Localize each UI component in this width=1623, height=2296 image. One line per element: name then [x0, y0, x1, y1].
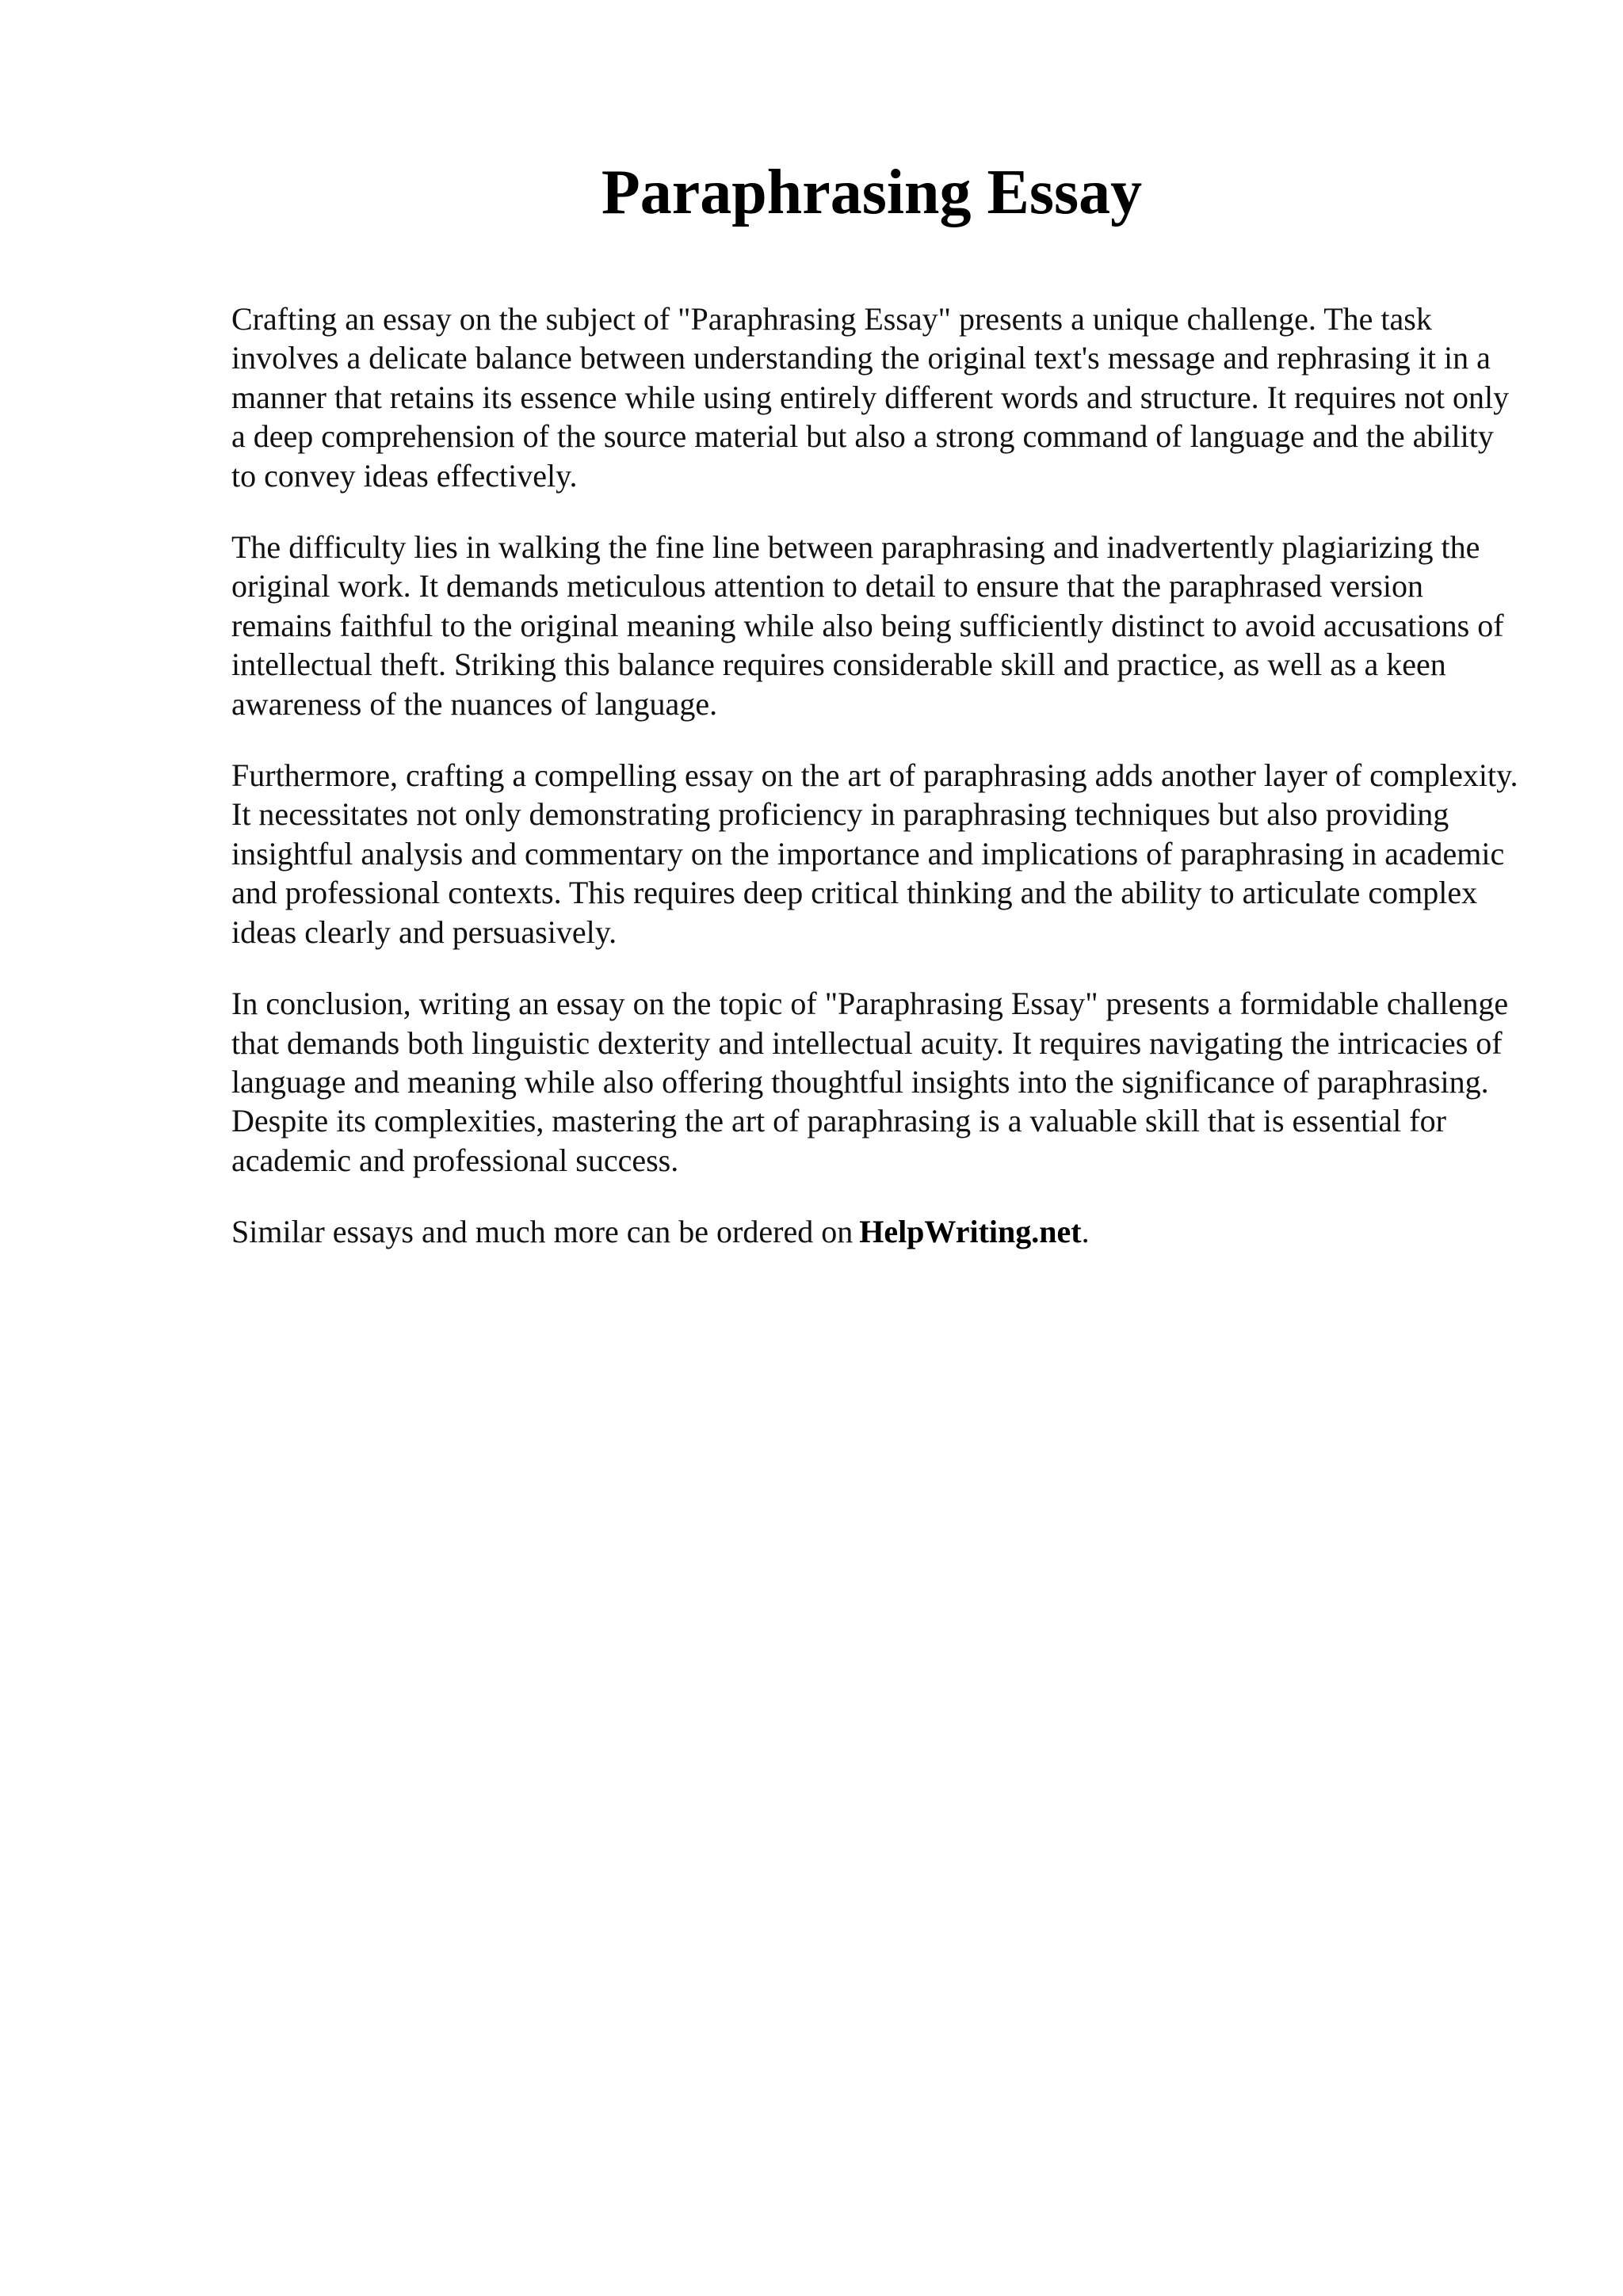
paragraph-1: Crafting an essay on the subject of "Paraphrasing Essay" presents a unique challenge. The task involves a delicate balance between understanding the original text's message and rephrasing it in a manner that retains its essence while using entirely different words and structure. It requires not only a deep comprehension of the source material but also a strong command of language and the ability to convey ideas effectively. — [231, 301, 1510, 494]
paragraph-3: Furthermore, crafting a compelling essay on the art of paraphrasing adds another layer of complexity. It necessitates not only demonstrating proficiency in paraphrasing techniques but also providing insightful analysis and commentary on the importance and implications of paraphrasing in academic and professional contexts. This requires deep critical thinking and the ability to articulate complex ideas clearly and persuasively. — [231, 757, 1518, 950]
paragraph-4: In conclusion, writing an essay on the topic of "Paraphrasing Essay" presents a formidable challenge that demands both linguistic dexterity and intellectual acuity. It requires navigating the intricacies of language and meaning while also offering thoughtful insights into the significance of paraphrasing. Despite its complexities, mastering the art of paraphrasing is a valuable skill that is essential for academic and professional success. — [231, 986, 1509, 1178]
promo-text: Similar essays and much more can be ordered on — [231, 1214, 854, 1250]
paragraph-2: The difficulty lies in walking the fine line between paraphrasing and inadvertently plagiarizing the original work. It demands meticulous attention to detail to ensure that the paraphrased version remains faithful to the original meaning while also being sufficiently distinct to avoid accusations of intellectual theft. Striking this balance requires considerable skill and practice, as well as a keen awareness of the nuances of language. — [231, 529, 1504, 722]
promo-line — [231, 1212, 1523, 1251]
document-title: Paraphrasing Essay — [601, 158, 1143, 227]
promo-period: . — [1081, 1214, 1090, 1250]
document-body — [231, 299, 1523, 1252]
brand-link[interactable]: HelpWriting.net — [859, 1214, 1082, 1250]
